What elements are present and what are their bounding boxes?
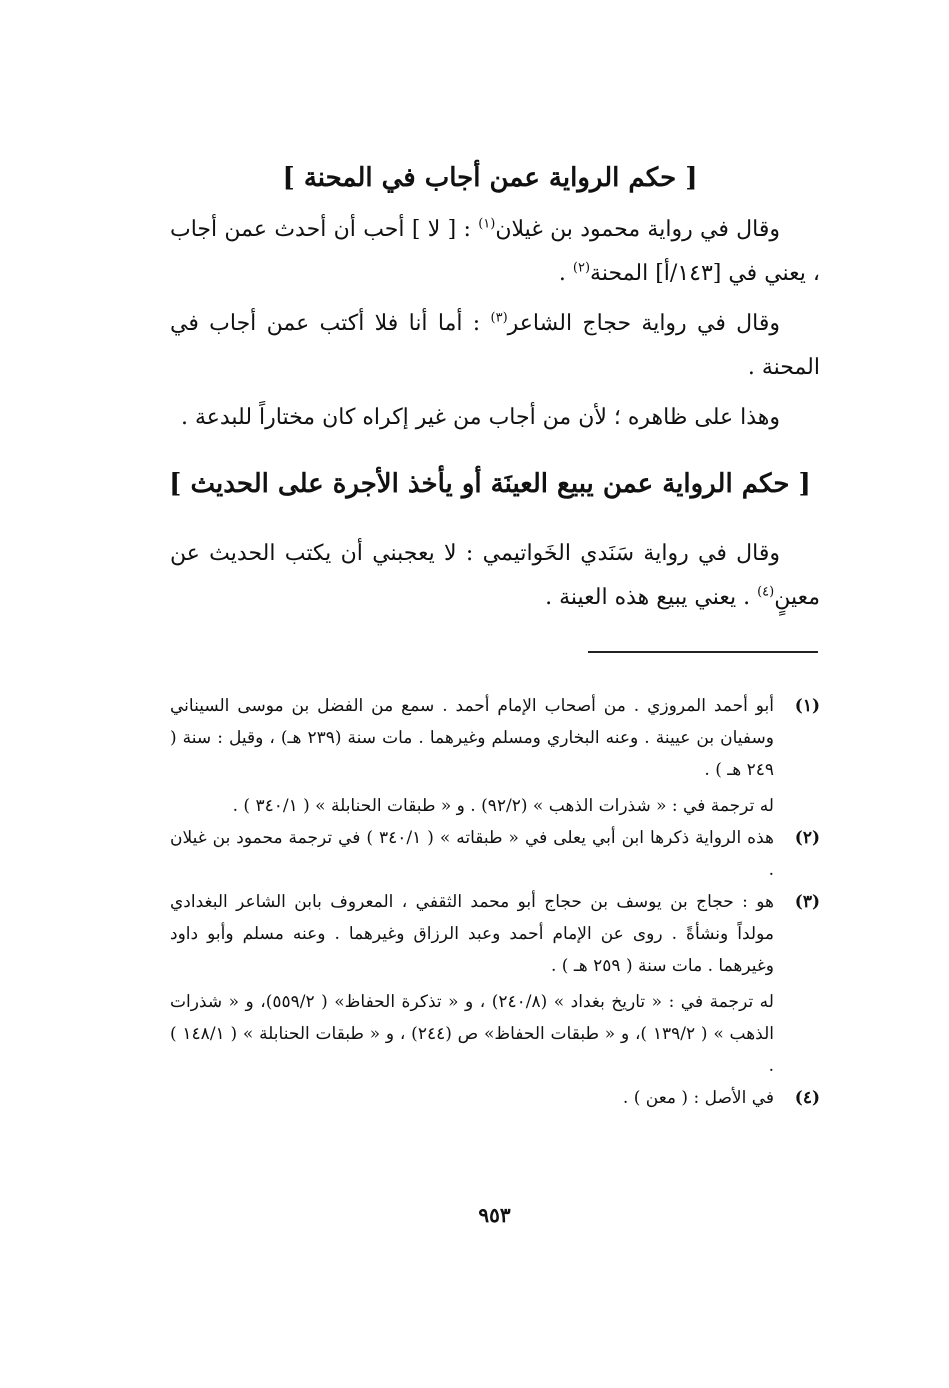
section-heading-mihna: [ حكم الرواية عمن أجاب في المحنة ]: [282, 163, 698, 193]
footnote-ref: (٣): [490, 310, 508, 326]
paragraph-text: .: [558, 261, 573, 286]
footnote-text: له ترجمة في : « تاريخ بغداد » (٢٤٠/٨) ، و « تذكرة الحفاظ» ( ٥٥٩/٢)، و « شذرات الذهب » ( ١٣٩/٢ )، و « طبقات الحفاظ» ص (٢٤٤) ، و « طبقات الحنابلة » ( ١٤٨/١ ) .: [170, 992, 774, 1076]
footnote-1: [170, 690, 820, 822]
footnote-text: هو : حجاج بن يوسف بن حجاج أبو محمد الثقفي ، المعروف بابن الشاعر البغدادي مولداً ونشأةً . روى عن الإمام أحمد وعبد الرزاق وغيرهما . وعنه مسلم وأبو داود وغيرهما . مات سنة ( ٢٥٩ هـ ) .: [170, 892, 774, 976]
footnote-number: (٤): [794, 1088, 820, 1108]
footnote-number: (١): [794, 696, 820, 716]
paragraph-text: : [ لا ] أحب أن أحدث عمن أجاب ، يعني في [١٤٣/أ] المحنة: [170, 217, 820, 286]
footnotes: [170, 690, 820, 1114]
paragraph-text: وقال في رواية محمود بن غيلان: [495, 217, 780, 242]
footnote-ref: (٢): [572, 260, 591, 276]
paragraph-hajjaj-al-shaer: [170, 302, 820, 390]
paragraph-sanadi: [170, 532, 820, 620]
footnote-text: في الأصل : ( معن ) .: [622, 1088, 774, 1108]
footnote-text: له ترجمة في : « شذرات الذهب » (٩٢/٢) . و « طبقات الحنابلة » ( ٣٤٠/١ ) .: [232, 796, 774, 816]
page-number: ٩٥٣: [478, 1203, 511, 1227]
paragraph-text: وقال في رواية سَنَدي الخَواتيمي : لا يعجبني أن يكتب الحديث عن معينٍ: [170, 541, 820, 610]
footnote-2: [170, 822, 820, 886]
paragraph-text: وهذا على ظاهره ؛ لأن من أجاب من غير إكراه كان مختاراً للبدعة .: [180, 405, 780, 430]
footnote-number: (٣): [794, 892, 820, 912]
paragraph-commentary: [170, 396, 820, 440]
footnote-text: هذه الرواية ذكرها ابن أبي يعلى في « طبقاته » ( ٣٤٠/١ ) في ترجمة محمود بن غيلان .: [170, 828, 774, 880]
paragraph-text: . يعني يبيع هذه العينة .: [545, 585, 758, 610]
footnote-ref: (٤): [757, 584, 775, 600]
footnote-divider: [588, 651, 818, 653]
footnote-4: [170, 1082, 820, 1114]
footnote-text: أبو أحمد المروزي . من أصحاب الإمام أحمد . سمع من الفضل بن موسى السيناني وسفيان بن عيينة . وعنه البخاري ومسلم وغيرهما . مات سنة (٢٣٩ هـ) ، وقيل : سنة ( ٢٤٩ هـ ) .: [170, 696, 774, 780]
paragraph-text: وقال في رواية حجاج الشاعر: [507, 311, 780, 336]
paragraph-mahmoud-ibn-ghaylan: [170, 208, 820, 296]
footnote-3: [170, 886, 820, 1082]
footnote-ref: (١): [478, 216, 496, 232]
section-heading-ina: [ حكم الرواية عمن يبيع العينَة أو يأخذ الأجرة على الحديث ]: [169, 469, 811, 499]
footnote-number: (٢): [794, 828, 820, 848]
paragraph-text: : أما أنا فلا أكتب عمن أجاب في المحنة .: [170, 311, 820, 380]
